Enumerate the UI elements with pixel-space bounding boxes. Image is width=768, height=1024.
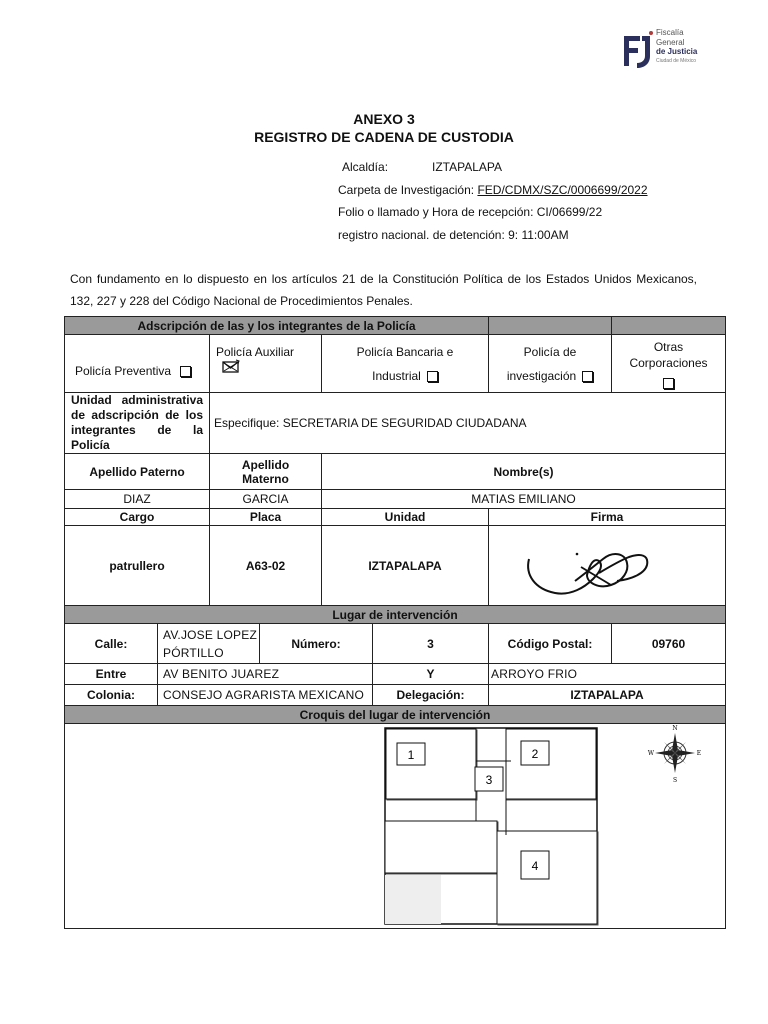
firma-cell bbox=[489, 526, 726, 606]
logo-line-1: Fiscalía bbox=[656, 28, 684, 37]
alcaldia-value: IZTAPALAPA bbox=[432, 160, 503, 174]
fgj-logo-text bbox=[656, 28, 697, 66]
registro-line: registro nacional. de detención: 9: 11:00AM bbox=[338, 228, 569, 242]
otras-cell bbox=[612, 335, 726, 393]
croquis-block-middle bbox=[385, 821, 497, 873]
apellido-materno-value: GARCIA bbox=[210, 490, 322, 509]
calle-value-2: PÓRTILLO bbox=[163, 645, 224, 660]
bancaria-label-2: Industrial bbox=[372, 368, 421, 383]
numero-value: 3 bbox=[373, 624, 489, 664]
placa-value: A63-02 bbox=[210, 526, 322, 606]
preventiva-checkbox[interactable] bbox=[180, 366, 191, 377]
bancaria-cell bbox=[322, 335, 489, 393]
y-value: ARROYO FRIO bbox=[489, 664, 726, 685]
compass-w: W bbox=[647, 749, 655, 757]
cargo-header: Cargo bbox=[65, 509, 210, 526]
apellido-materno-header bbox=[210, 454, 322, 490]
custody-table bbox=[64, 316, 726, 929]
otras-label-1: Otras bbox=[653, 339, 684, 354]
otras-label-2: Corporaciones bbox=[629, 355, 708, 370]
calle-value bbox=[158, 624, 260, 664]
codigo-postal-label: Código Postal: bbox=[489, 624, 612, 664]
croquis-label-2: 2 bbox=[531, 746, 539, 761]
fgj-logo bbox=[620, 26, 700, 72]
croquis-block-2 bbox=[506, 729, 596, 799]
preventiva-cell bbox=[65, 335, 210, 393]
carpeta-value: FED/CDMX/SZC/0006699/2022 bbox=[477, 183, 648, 197]
preventiva-label: Policía Preventiva bbox=[75, 363, 172, 378]
compass-s: S bbox=[672, 776, 678, 784]
colonia-value: CONSEJO AGRARISTA MEXICANO bbox=[158, 685, 373, 706]
codigo-postal-value: 09760 bbox=[612, 624, 726, 664]
delegacion-label: Delegación: bbox=[373, 685, 489, 706]
investigacion-label-2: investigación bbox=[506, 368, 577, 383]
investigacion-checkbox[interactable] bbox=[582, 371, 593, 382]
apellido-materno-header-2: Materno bbox=[242, 471, 289, 486]
calle-label: Calle: bbox=[65, 624, 158, 664]
firma-header: Firma bbox=[489, 509, 726, 526]
placa-header: Placa bbox=[210, 509, 322, 526]
croquis-section-header: Croquis del lugar de intervención bbox=[65, 706, 726, 724]
auxiliar-cell bbox=[210, 335, 322, 393]
croquis-shaded-area bbox=[385, 875, 441, 924]
folio-line: Folio o llamado y Hora de recepción: CI/06699/22 bbox=[338, 205, 603, 219]
logo-line-4: Ciudad de México bbox=[656, 57, 697, 64]
nombres-value: MATIAS EMILIANO bbox=[322, 490, 726, 509]
calle-value-1: AV.JOSE LOPEZ bbox=[163, 627, 257, 642]
police-header-spacer-2 bbox=[612, 317, 726, 335]
signature-image bbox=[489, 527, 726, 605]
especifique-value: Especifique: SECRETARIA DE SEGURIDAD CIUDADANA bbox=[210, 393, 726, 454]
auxiliar-checked-icon[interactable] bbox=[222, 359, 240, 374]
carpeta-line bbox=[338, 183, 648, 197]
investigacion-label-1: Policía de bbox=[523, 344, 577, 359]
croquis-label-3: 3 bbox=[485, 772, 493, 787]
compass-e: E bbox=[696, 749, 702, 757]
y-label: Y bbox=[373, 664, 489, 685]
croquis-label-4: 4 bbox=[531, 858, 539, 873]
alcaldia-line bbox=[338, 160, 502, 174]
numero-label: Número: bbox=[260, 624, 373, 664]
lugar-section-header: Lugar de intervención bbox=[65, 606, 726, 624]
unidad-value: IZTAPALAPA bbox=[322, 526, 489, 606]
police-section-header: Adscripción de las y los integrantes de la Policía bbox=[65, 317, 489, 335]
auxiliar-label: Policía Auxiliar bbox=[216, 344, 295, 359]
unidad-header: Unidad bbox=[322, 509, 489, 526]
document-title: REGISTRO DE CADENA DE CUSTODIA bbox=[254, 129, 514, 145]
investigacion-cell bbox=[489, 335, 612, 393]
apellido-paterno-header: Apellido Paterno bbox=[65, 454, 210, 490]
alcaldia-label: Alcaldía: bbox=[342, 160, 389, 174]
croquis-sketch bbox=[65, 725, 724, 928]
colonia-label: Colonia: bbox=[65, 685, 158, 706]
legal-paragraph: Con fundamento en lo dispuesto en los artículos 21 de la Constitución Política de los Estados Unidos Mexicanos, 132, 227 y 228 del Código Nacional de Procedimientos Penales. bbox=[70, 272, 697, 308]
cargo-value: patrullero bbox=[65, 526, 210, 606]
compass-rose-icon bbox=[648, 725, 701, 784]
police-header-spacer-1 bbox=[489, 317, 612, 335]
apellido-paterno-value: DIAZ bbox=[65, 490, 210, 509]
croquis-cell bbox=[65, 724, 726, 929]
delegacion-value: IZTAPALAPA bbox=[489, 685, 726, 706]
apellido-materno-header-1: Apellido bbox=[241, 457, 290, 472]
logo-line-3: de Justicia bbox=[656, 47, 698, 56]
unidad-administrativa-label: Unidad administrativa de adscripción de los integrantes de la Policía bbox=[65, 393, 210, 454]
otras-checkbox[interactable] bbox=[663, 378, 674, 389]
carpeta-label: Carpeta de Investigación: bbox=[338, 183, 475, 197]
bancaria-label-1: Policía Bancaria e bbox=[356, 344, 454, 359]
croquis-label-1: 1 bbox=[407, 747, 415, 762]
entre-label: Entre bbox=[65, 664, 158, 685]
annex-title: ANEXO 3 bbox=[353, 111, 415, 127]
compass-n: N bbox=[672, 724, 678, 732]
entre-value: AV BENITO JUAREZ bbox=[158, 664, 373, 685]
logo-line-2: General bbox=[656, 37, 685, 47]
fgj-logo-icon bbox=[620, 30, 654, 70]
nombres-header: Nombre(s) bbox=[322, 454, 726, 490]
bancaria-checkbox[interactable] bbox=[427, 371, 438, 382]
